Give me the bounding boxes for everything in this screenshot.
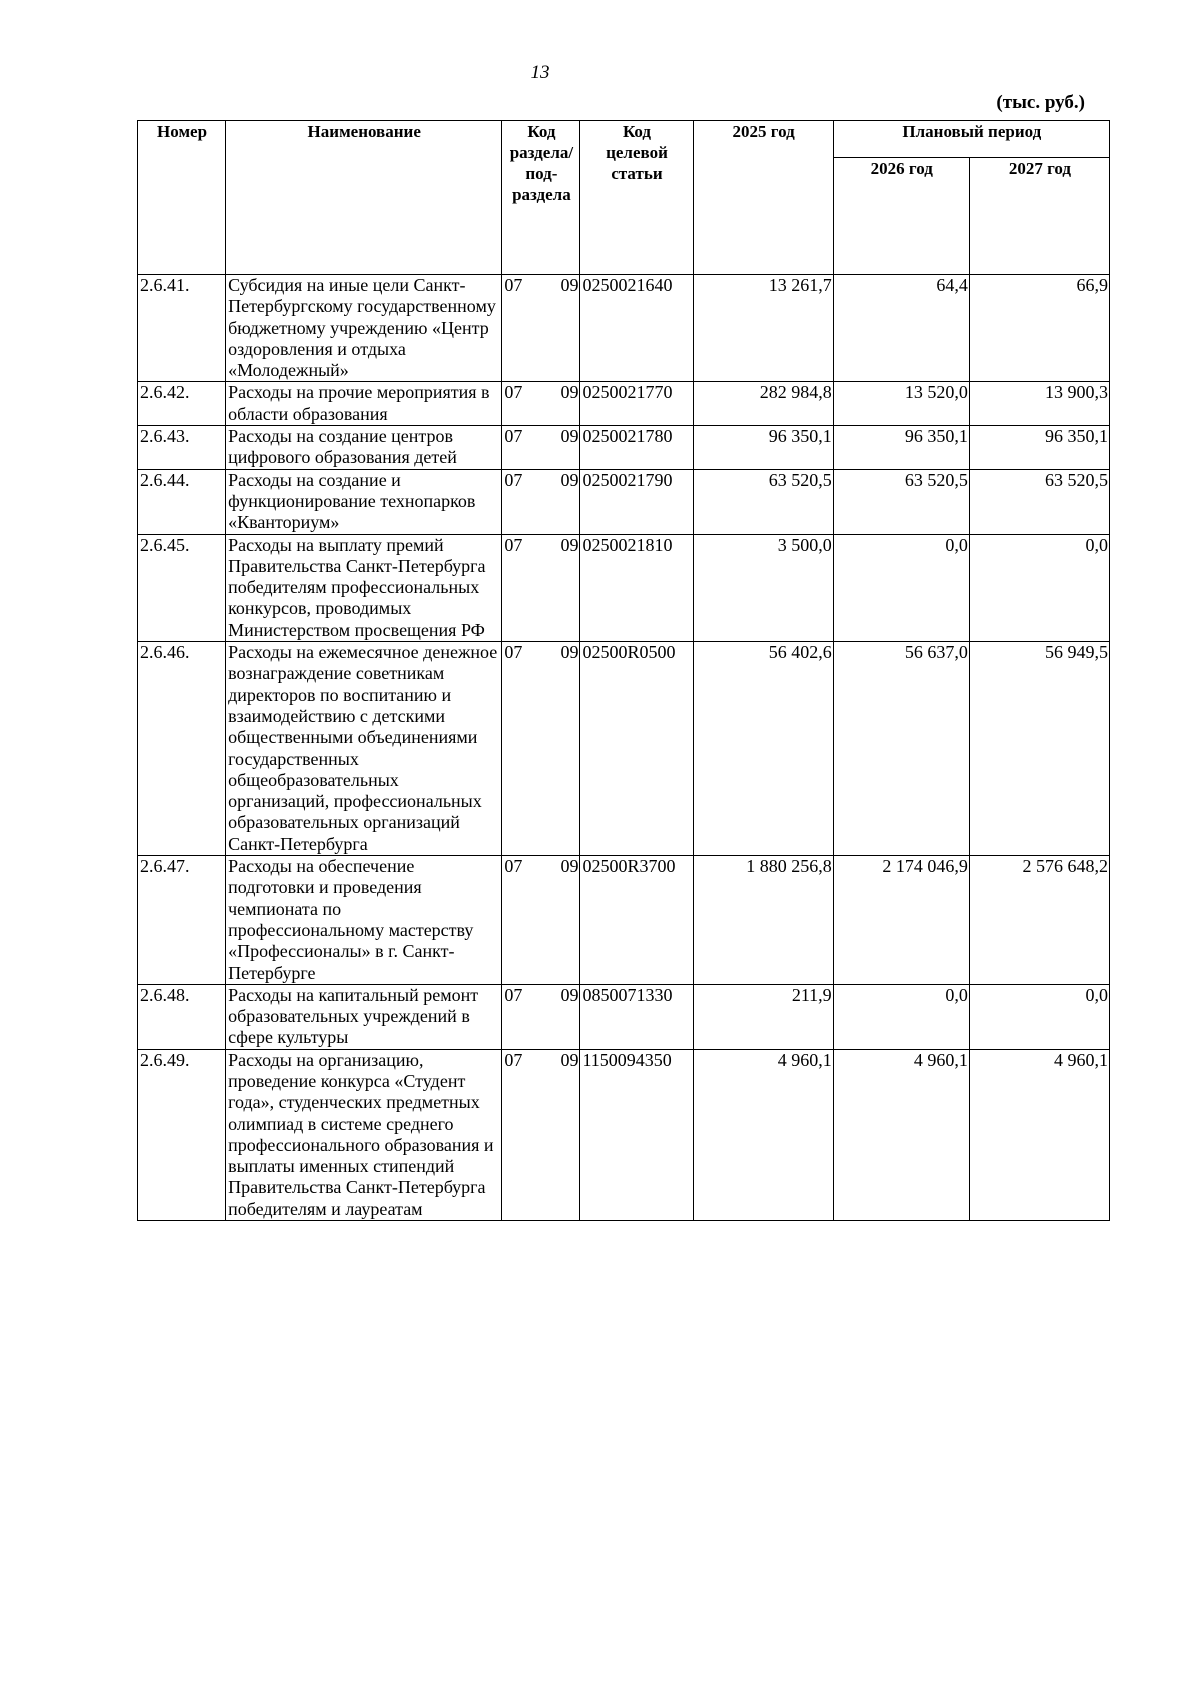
table-row: [138, 469, 1110, 534]
row-number: 2.6.46.: [138, 642, 226, 856]
row-razdel: 07: [504, 469, 523, 490]
row-amount-2027: 4 960,1: [969, 1049, 1109, 1220]
row-section-code: [502, 984, 580, 1049]
table-row: [138, 984, 1110, 1049]
row-target-code: 0250021790: [580, 469, 693, 534]
row-amount-2025: 63 520,5: [693, 469, 833, 534]
row-target-code: 0250021780: [580, 426, 693, 470]
table-row: [138, 856, 1110, 985]
row-amount-2027: 96 350,1: [969, 426, 1109, 470]
unit-label: (тыс. руб.): [996, 92, 1085, 113]
row-podrazdel: 09: [560, 642, 579, 663]
header-target-code-line: целевой: [606, 143, 668, 162]
table-row: [138, 275, 1110, 382]
row-section-code: [502, 856, 580, 985]
table-row: [138, 1049, 1110, 1220]
row-podrazdel: 09: [560, 469, 579, 490]
row-amount-2027: 13 900,3: [969, 382, 1109, 426]
row-name: Расходы на прочие мероприятия в области образования: [226, 382, 502, 426]
budget-table: [137, 120, 1110, 1221]
row-target-code: 1150094350: [580, 1049, 693, 1220]
row-amount-2027: 0,0: [969, 984, 1109, 1049]
row-target-code: 0250021640: [580, 275, 693, 382]
row-amount-2025: 4 960,1: [693, 1049, 833, 1220]
row-podrazdel: 09: [560, 856, 579, 877]
row-section-code: [502, 469, 580, 534]
row-amount-2025: 282 984,8: [693, 382, 833, 426]
row-section-code: [502, 382, 580, 426]
row-razdel: 07: [504, 275, 523, 295]
row-amount-2025: 96 350,1: [693, 426, 833, 470]
row-number: 2.6.45.: [138, 534, 226, 641]
header-section-code-line: раздела/: [509, 143, 574, 162]
row-target-code: 0250021770: [580, 382, 693, 426]
row-section-code: [502, 426, 580, 470]
row-amount-2025: 56 402,6: [693, 642, 833, 856]
row-name: Расходы на капитальный ремонт образовательных учреждений в сфере культуры: [226, 984, 502, 1049]
row-name: Расходы на создание центров цифрового образования детей: [226, 426, 502, 470]
row-name: Расходы на обеспечение подготовки и проведения чемпионата по профессиональному мастерству «Профессионалы» в г. Санкт-Петербурге: [226, 856, 502, 985]
row-podrazdel: 09: [560, 382, 579, 403]
row-podrazdel: 09: [560, 1049, 579, 1070]
row-number: 2.6.44.: [138, 469, 226, 534]
row-razdel: 07: [504, 534, 523, 555]
row-number: 2.6.49.: [138, 1049, 226, 1220]
row-amount-2027: 63 520,5: [969, 469, 1109, 534]
header-number: Номер: [138, 121, 226, 275]
header-year-2025: 2025 год: [693, 121, 833, 275]
row-number: 2.6.47.: [138, 856, 226, 985]
row-razdel: 07: [504, 856, 523, 877]
row-section-code: [502, 275, 580, 382]
row-amount-2027: 0,0: [969, 534, 1109, 641]
row-amount-2026: 96 350,1: [833, 426, 969, 470]
row-target-code: 02500R0500: [580, 642, 693, 856]
header-section-code-line: раздела: [512, 185, 571, 204]
header-target-code-line: статьи: [611, 164, 663, 183]
row-name: Расходы на организацию, проведение конкурса «Студент года», студенческих предметных олимпиад в системе среднего профессионального образования и выплаты именных стипендий Правительства Санкт-Петербурга победителям и лауреатам: [226, 1049, 502, 1220]
row-razdel: 07: [504, 984, 523, 1005]
row-amount-2027: 2 576 648,2: [969, 856, 1109, 985]
row-section-code: [502, 642, 580, 856]
row-amount-2026: 0,0: [833, 534, 969, 641]
row-podrazdel: 09: [560, 426, 579, 447]
header-year-2026: 2026 год: [833, 158, 969, 275]
header-target-code-line: Код: [622, 122, 652, 141]
row-podrazdel: 09: [560, 275, 579, 295]
row-number: 2.6.42.: [138, 382, 226, 426]
row-amount-2026: 0,0: [833, 984, 969, 1049]
row-target-code: 02500R3700: [580, 856, 693, 985]
row-amount-2026: 63 520,5: [833, 469, 969, 534]
row-number: 2.6.48.: [138, 984, 226, 1049]
row-podrazdel: 09: [560, 534, 579, 555]
row-amount-2025: 3 500,0: [693, 534, 833, 641]
row-razdel: 07: [504, 382, 523, 403]
row-number: 2.6.41.: [138, 275, 226, 382]
row-amount-2027: 56 949,5: [969, 642, 1109, 856]
row-section-code: [502, 1049, 580, 1220]
table-row: [138, 382, 1110, 426]
row-target-code: 0850071330: [580, 984, 693, 1049]
row-section-code: [502, 534, 580, 641]
row-name: Расходы на ежемесячное денежное вознаграждение советникам директоров по воспитанию и взаимодействию с детскими общественными объединениями государственных общеобразовательных организаций, профессиональных образовательных организаций Санкт-Петербурга: [226, 642, 502, 856]
row-number: 2.6.43.: [138, 426, 226, 470]
row-name: Расходы на выплату премий Правительства Санкт-Петербурга победителям профессиональных конкурсов, проводимых Министерством просвещения РФ: [226, 534, 502, 641]
page-number: 13: [530, 62, 550, 83]
row-name: Расходы на создание и функционирование технопарков «Кванториум»: [226, 469, 502, 534]
row-amount-2026: 56 637,0: [833, 642, 969, 856]
row-amount-2025: 13 261,7: [693, 275, 833, 382]
row-name: Субсидия на иные цели Санкт-Петербургскому государственному бюджетному учреждению «Центр оздоровления и отдыха «Молодежный»: [226, 275, 502, 382]
header-target-code: [580, 121, 693, 275]
row-razdel: 07: [504, 1049, 523, 1070]
header-section-code: [502, 121, 580, 275]
header-section-code-line: под-: [525, 164, 558, 183]
row-amount-2026: 13 520,0: [833, 382, 969, 426]
row-amount-2026: 2 174 046,9: [833, 856, 969, 985]
row-razdel: 07: [504, 426, 523, 447]
row-amount-2026: 64,4: [833, 275, 969, 382]
row-amount-2027: 66,9: [969, 275, 1109, 382]
header-section-code-line: Код: [527, 122, 556, 141]
table-row: [138, 426, 1110, 470]
row-amount-2026: 4 960,1: [833, 1049, 969, 1220]
row-podrazdel: 09: [560, 984, 579, 1005]
table-row: [138, 534, 1110, 641]
table-row: [138, 642, 1110, 856]
header-year-2027: 2027 год: [969, 158, 1109, 275]
row-amount-2025: 1 880 256,8: [693, 856, 833, 985]
header-name: Наименование: [226, 121, 502, 275]
row-razdel: 07: [504, 642, 523, 663]
row-target-code: 0250021810: [580, 534, 693, 641]
header-planned-period: Плановый период: [833, 121, 1109, 158]
row-amount-2025: 211,9: [693, 984, 833, 1049]
